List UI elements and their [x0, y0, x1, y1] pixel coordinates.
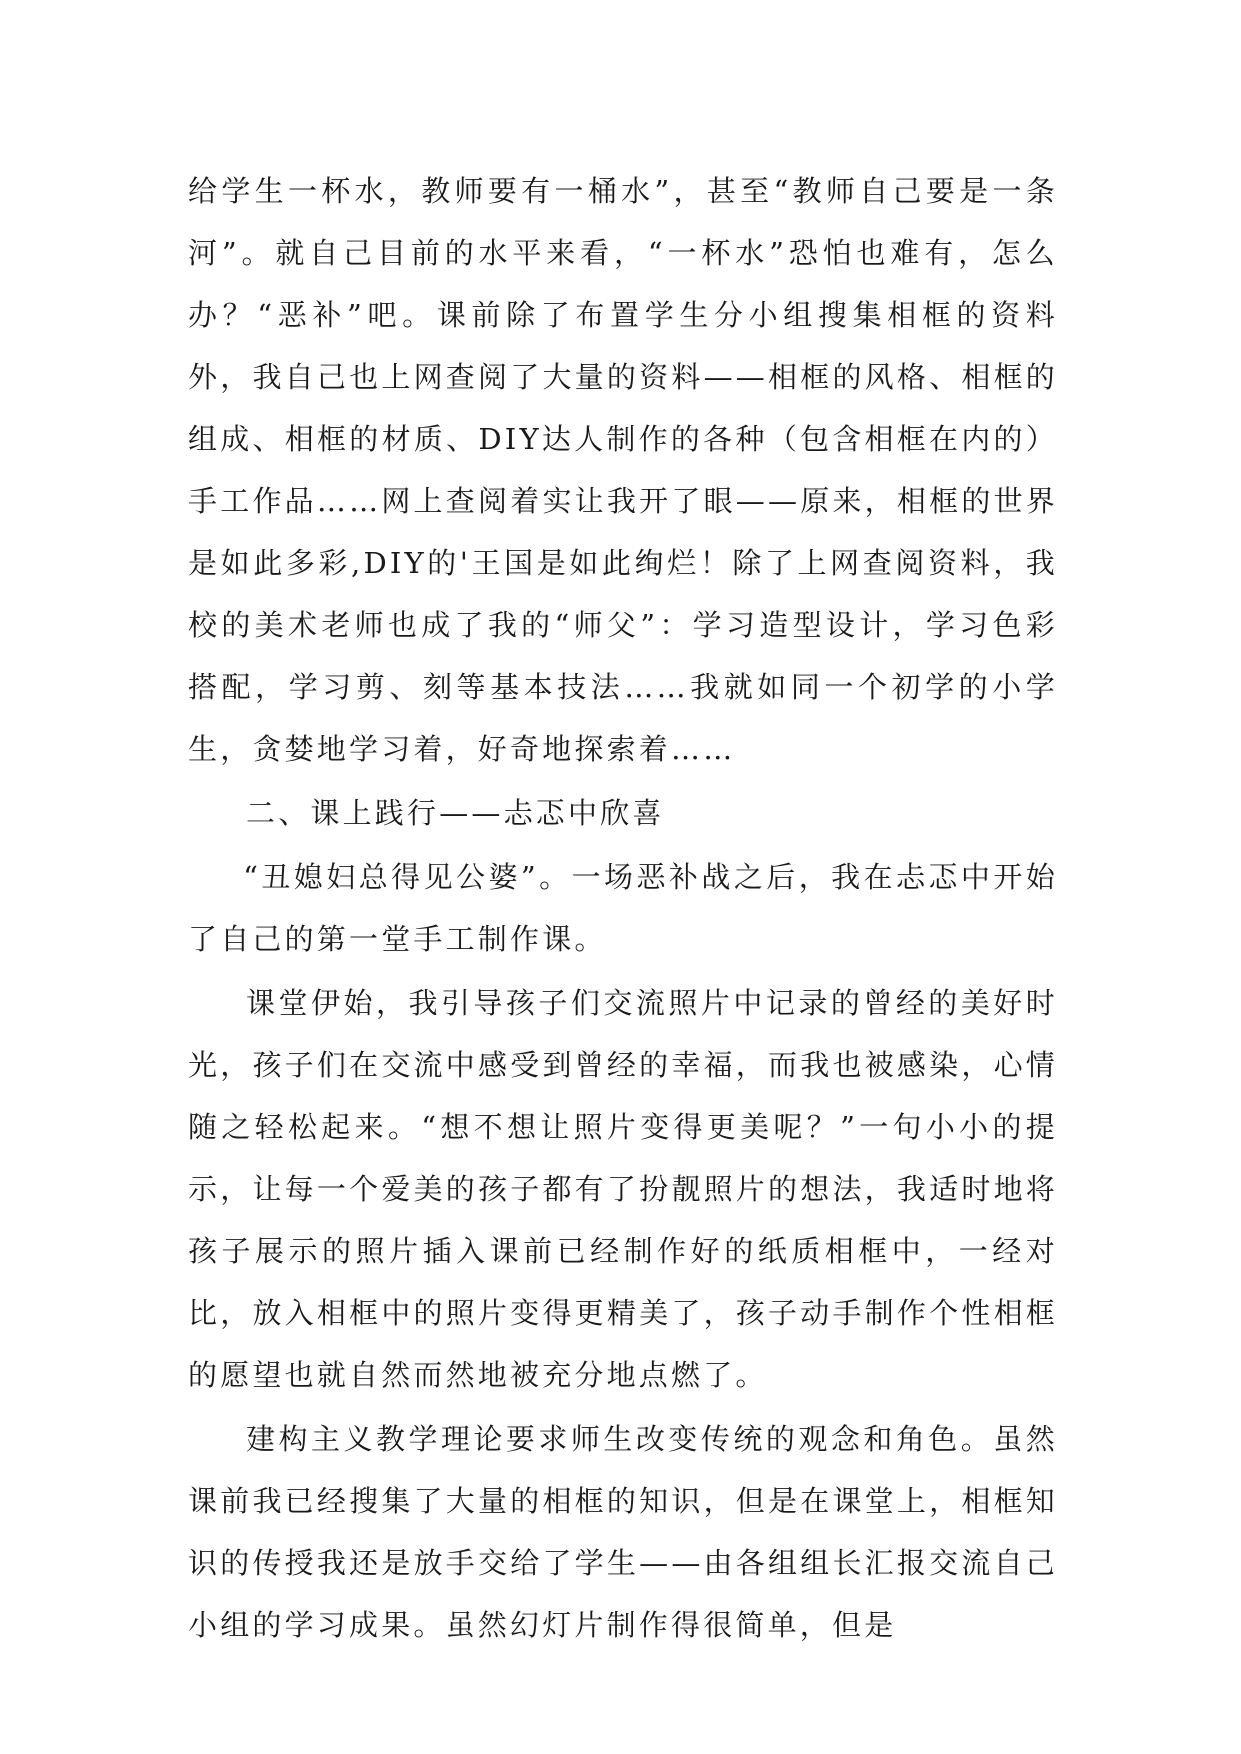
paragraph: 课堂伊始，我引导孩子们交流照片中记录的曾经的美好时光，孩子们在交流中感受到曾经的幸福，而我也被感染，心情随之轻松起来。“想不想让照片变得更美呢？”一句小小的提示，让每一个爱美的孩子都有了扮靓照片的想法，我适时地将孩子展示的照片插入课前已经制作好的纸质相框中，一经对比，放入相框中的照片变得更精美了，孩子动手制作个性相框的愿望也就自然而然地被充分地点燃了。 [188, 986, 1058, 1392]
paragraph: 建构主义教学理论要求师生改变传统的观念和角色。虽然课前我已经搜集了大量的相框的知识，但是在课堂上，相框知识的传授我还是放手交给了学生——由各组组长汇报交流自己小组的学习成果。虽然幻灯片制作得很简单，但是 [188, 1422, 1058, 1642]
document-body [188, 160, 1058, 1658]
section-heading: 二、课上践行——忐忑中欣喜 [246, 796, 665, 830]
paragraph: “丑媳妇总得见公婆”。一场恶补战之后，我在忐忑中开始了自己的第一堂手工制作课。 [188, 860, 1058, 956]
paragraph: 给学生一杯水，教师要有一桶水”，甚至“教师自己要是一条河”。就自己目前的水平来看，“一杯水”恐怕也难有，怎么办？“恶补”吧。课前除了布置学生分小组搜集相框的资料外，我自己也上网查阅了大量的资料——相框的风格、相框的组成、相框的材质、DIY达人制作的各种（包含相框在内的）手工作品……网上查阅着实让我开了眼——原来，相框的世界是如此多彩,DIY的'王国是如此绚烂！除了上网查阅资料，我校的美术老师也成了我的“师父”：学习造型设计，学习色彩搭配，学习剪、刻等基本技法……我就如同一个初学的小学生，贪婪地学习着，好奇地探索着…… [188, 174, 1058, 766]
